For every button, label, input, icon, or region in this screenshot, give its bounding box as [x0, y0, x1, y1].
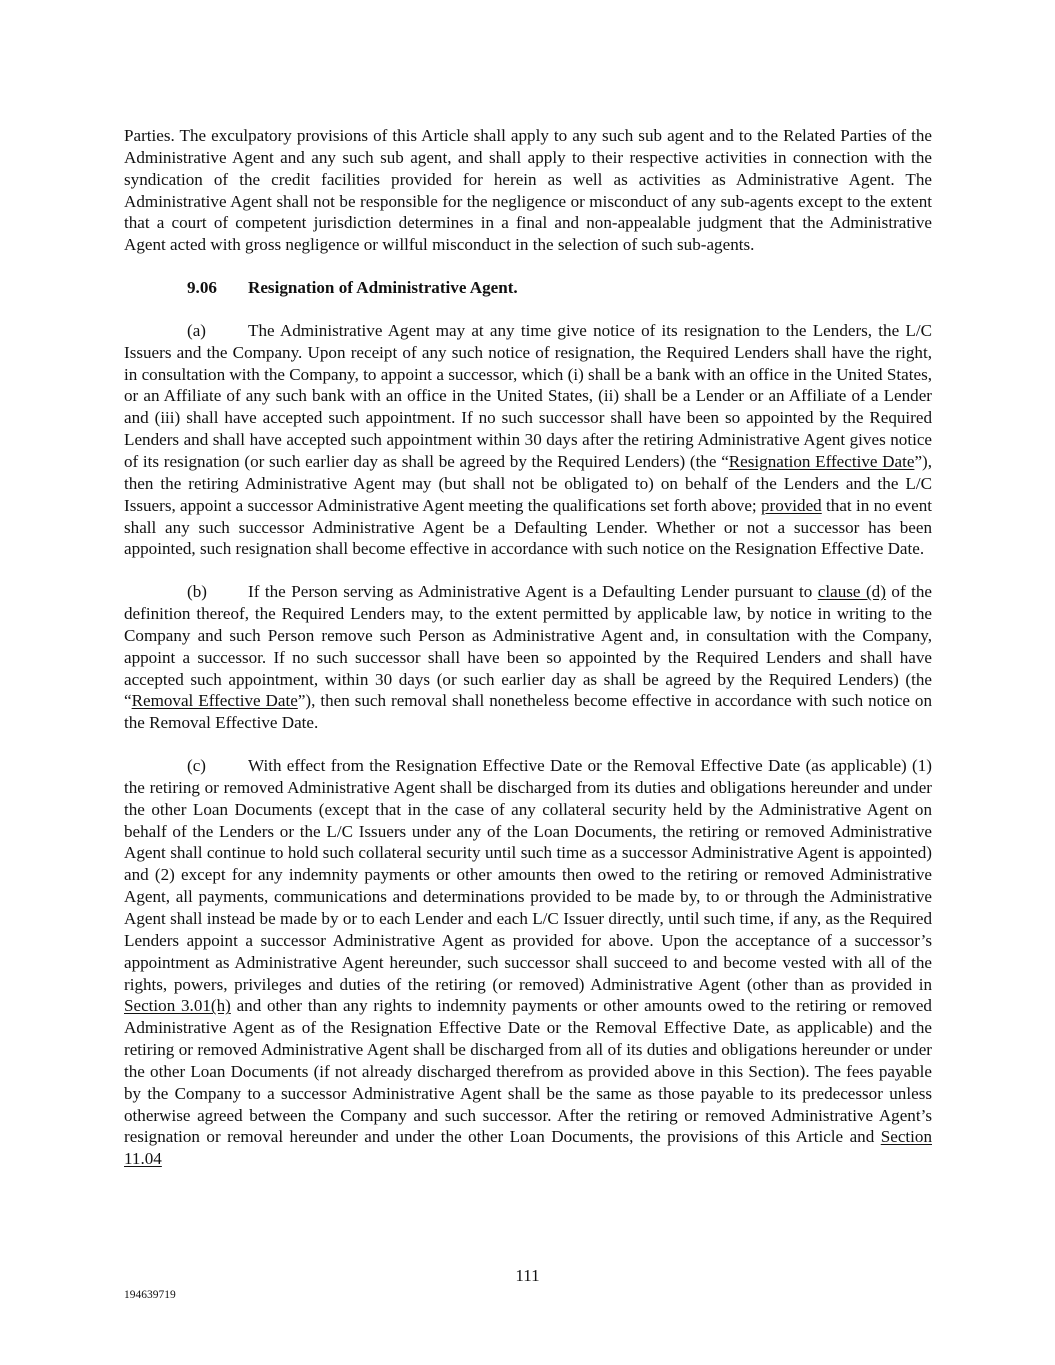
paragraph-b-text-3: ”), then such removal shall nonetheless become effective in accordance with such notice on the Removal Effective Date.: [124, 691, 933, 733]
page-number: 111: [515, 1266, 540, 1285]
document-page: [124, 125, 932, 1170]
section-title: Resignation of Administrative Agent.: [248, 278, 518, 298]
paragraph-b: [124, 581, 932, 734]
paragraph-c: [124, 755, 932, 1170]
paragraph-b-text-1: If the Person serving as Administrative Agent is a Defaulting Lender pursuant to: [248, 582, 818, 602]
paragraph-a-label: (a): [187, 320, 206, 340]
cross-reference-section-11-04: Section 11.04: [124, 1127, 932, 1169]
section-heading: [124, 277, 932, 299]
cross-reference-clause-d: clause (d): [817, 582, 886, 602]
paragraph-b-label: (b): [187, 582, 207, 602]
cross-reference-section-3-01-h: Section 3.01(h): [124, 996, 231, 1016]
section-number: 9.06: [187, 278, 217, 298]
defined-term-provided: provided: [760, 495, 822, 515]
paragraph-a-text-3: that in no event shall any such successor Administrative Agent be a Defaulting Lender. Whether or not a successor has been appointed, such resignation shall become effective in accordance with such notice on the Resignation Effective Date.: [124, 495, 932, 559]
document-id: 194639719: [124, 1289, 176, 1301]
paragraph-a-text-2: ”), then the retiring Administrative Agent may (but shall not be obligated to) on behalf of the Lenders and the L/C Issuers, appoint a successor Administrative Agent meeting the qualifications set forth above;: [124, 451, 932, 515]
paragraph-a: [124, 320, 932, 560]
paragraph-b-text-2: of the definition thereof, the Required Lenders may, to the extent permitted by applicable law, by notice in writing to the Company and such Person remove such Person as Administrative Agent and, in consultation with the Company, appoint a successor. If no such successor shall have been so appointed by the Required Lenders and shall have accepted such appointment, within 30 days (or such earlier day as shall be agreed by the Required Lenders) (the “: [124, 582, 932, 711]
defined-term-removal-effective-date: Removal Effective Date: [131, 691, 298, 711]
paragraph-c-label: (c): [187, 756, 206, 776]
continuation-paragraph: Parties. The exculpatory provisions of this Article shall apply to any such sub agent and to the Related Parties of the Administrative Agent and any such sub agent, and shall apply to their respective activities in connection with the syndication of the credit facilities provided for herein as well as activities as Administrative Agent. The Administrative Agent shall not be responsible for the negligence or misconduct of any sub-agents except to the extent that a court of competent jurisdiction determines in a final and non-appealable judgment that the Administrative Agent acted with gross negligence or willful misconduct in the selection of such sub-agents.: [124, 126, 932, 255]
paragraph-a-text-1: The Administrative Agent may at any time give notice of its resignation to the Lenders, the L/C Issuers and the Company. Upon receipt of any such notice of resignation, the Required Lenders shall have the right, in consultation with the Company, to appoint a successor, which (i) shall be a bank with an office in the United States, or an Affiliate of any such bank with an office in the United States, (ii) shall be a Lender or an Affiliate of a Lender and (iii) shall have accepted such appointment. If no such successor shall have been so appointed by the Required Lenders and shall have accepted such appointment within 30 days after the retiring Administrative Agent gives notice of its resignation (or such earlier day as shall be agreed by the Required Lenders) (the “: [124, 320, 932, 471]
defined-term-resignation-effective-date: Resignation Effective Date: [728, 451, 915, 471]
paragraph-c-text-2: and other than any rights to indemnity payments or other amounts owed to the retiring or removed Administrative Agent as of the Resignation Effective Date or the Removal Effective Date, as applicable) and the retiring or removed Administrative Agent shall be discharged from all of its duties and obligations hereunder or under the other Loan Documents (if not already discharged therefrom as provided above in this Section). The fees payable by the Company to a successor Administrative Agent shall be the same as those payable to its predecessor unless otherwise agreed between the Company and such successor. After the retiring or removed Administrative Agent’s resignation or removal hereunder and under the other Loan Documents, the provisions of this Article and: [124, 996, 932, 1147]
paragraph-c-text-1: With effect from the Resignation Effective Date or the Removal Effective Date (as applicable) (1) the retiring or removed Administrative Agent shall be discharged from its duties and obligations hereunder and under the other Loan Documents (except that in the case of any collateral security held by the Administrative Agent on behalf of the Lenders or the L/C Issuers under any of the Loan Documents, the retiring or removed Administrative Agent shall continue to hold such collateral security until such time as a successor Administrative Agent is appointed) and (2) except for any indemnity payments or other amounts then owed to the retiring or removed Administrative Agent, all payments, communications and determinations provided to be made by, to or through the Administrative Agent shall instead be made by or to each Lender and each L/C Issuer directly, until such time, if any, as the Required Lenders appoint a successor Administrative Agent as provided for above. Upon the acceptance of a successor’s appointment as Administrative Agent hereunder, such successor shall succeed to and become vested with all of the rights, powers, privileges and duties of the retiring (or removed) Administrative Agent (other than as provided in: [124, 756, 932, 994]
